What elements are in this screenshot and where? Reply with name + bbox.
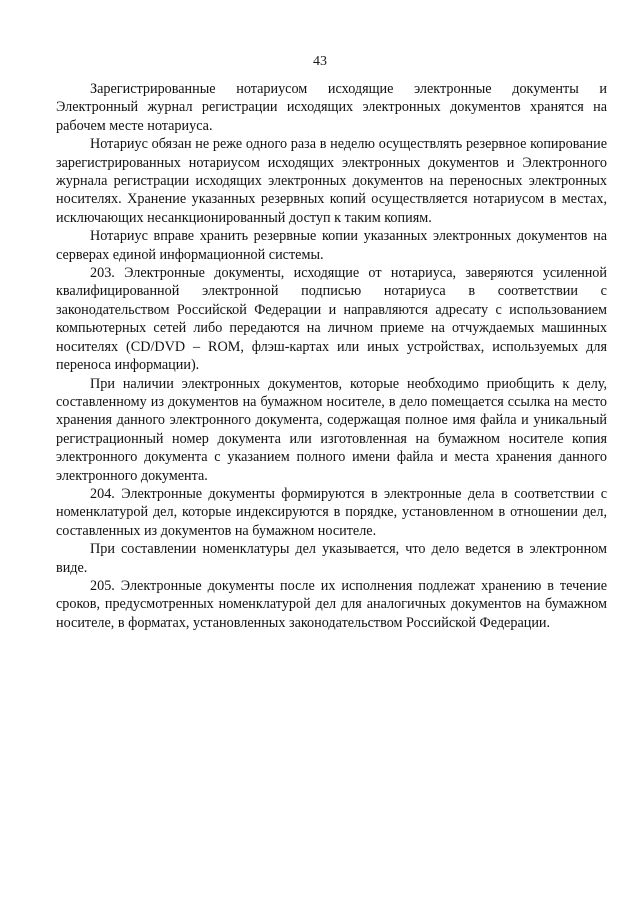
paragraph-205: 205. Электронные документы после их исполнения подлежат хранению в течение сроков, предусмотренных номенклатурой дел для аналогичных документов на бумажном носителе, в форматах, установленных законодательством Российской Федерации. — [56, 577, 607, 631]
paragraph-attachment: При наличии электронных документов, которые необходимо приобщить к делу, составленному из документов на бумажном носителе, в дело помещается ссылка на место хранения данного электронного документа, содержащая полное имя файла и уникальный регистрационный номер документа или изготовленная на бумажном носителе копия электронного документа с указанием полного имени файла и места хранения данного электронного документа. — [56, 375, 607, 484]
document-body — [56, 80, 607, 632]
paragraph-203: 203. Электронные документы, исходящие от нотариуса, заверяются усиленной квалифицированной электронной подписью нотариуса в соответствии с законодательством Российской Федерации и направляются адресату с использованием компьютерных сетей либо передаются на личном приеме на отчуждаемых машинных носителях (CD/DVD – ROM, флэш-картах или иных устройствах, используемых для переноса информации). — [56, 265, 607, 374]
paragraph-204: 204. Электронные документы формируются в электронные дела в соответствии с номенклатурой дел, которые индексируются в порядке, установленном в отношении дел, составленных из документов на бумажном носителе. — [56, 485, 607, 539]
paragraph-server-copies: Нотариус вправе хранить резервные копии указанных электронных документов на серверах единой информационной системы. — [56, 228, 607, 263]
paragraph-backup: Нотариус обязан не реже одного раза в неделю осуществлять резервное копирование зарегистрированных нотариусом исходящих электронных документов и Электронного журнала регистрации исходящих электронных документов на переносных электронных носителях. Хранение указанных резервных копий осуществляется нотариусом в местах, исключающих несанкционированный доступ к таким копиям. — [56, 136, 607, 226]
paragraph-storage: Зарегистрированные нотариусом исходящие электронные документы и Электронный журнал регистрации исходящих электронных документов хранятся на рабочем месте нотариуса. — [56, 81, 607, 134]
page-number: 43 — [313, 54, 327, 69]
paragraph-nomenclature: При составлении номенклатуры дел указывается, что дело ведется в электронном виде. — [56, 541, 607, 576]
